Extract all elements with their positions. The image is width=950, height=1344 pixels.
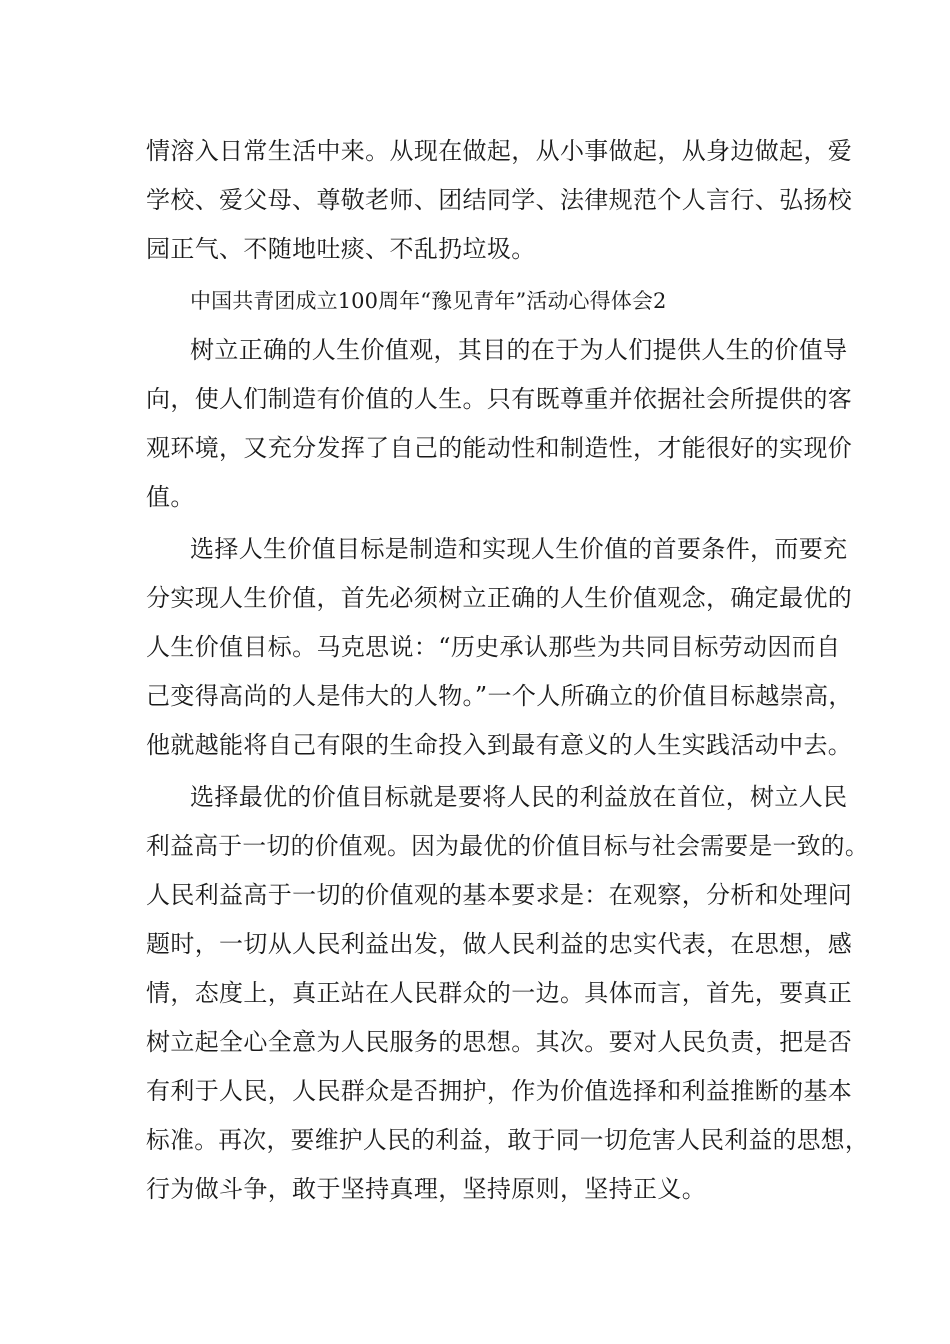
paragraph-4-line-3: 人民利益高于一切的价值观的基本要求是：在观察，分析和处理问 <box>146 881 853 909</box>
paragraph-1-line-3: 园正气、不随地吐痰、不乱扔垃圾。 <box>146 235 536 263</box>
paragraph-4-line-4: 题时，一切从人民利益出发，做人民利益的忠实代表，在思想，感 <box>146 930 853 958</box>
paragraph-4-line-5: 情，态度上，真正站在人民群众的一边。具体而言，首先，要真正 <box>146 979 853 1007</box>
section-heading: 中国共青团成立100周年“豫见青年”活动心得体会2 <box>190 289 667 313</box>
paragraph-4-line-7: 有利于人民，人民群众是否拥护，作为价值选择和利益推断的基本 <box>146 1077 853 1105</box>
paragraph-1-line-2: 学校、爱父母、尊敬老师、团结同学、法律规范个人言行、弘扬校 <box>146 186 853 214</box>
paragraph-2-line-3: 观环境，又充分发挥了自己的能动性和制造性，才能很好的实现价 <box>146 434 853 462</box>
paragraph-3-line-5: 他就越能将自己有限的生命投入到最有意义的人生实践活动中去。 <box>146 731 853 759</box>
paragraph-4-line-2: 利益高于一切的价值观。因为最优的价值目标与社会需要是一致的。 <box>146 832 870 860</box>
paragraph-4-line-6: 树立起全心全意为人民服务的思想。其次。要对人民负责，把是否 <box>146 1028 853 1056</box>
paragraph-3-line-1: 选择人生价值目标是制造和实现人生价值的首要条件，而要充 <box>190 535 848 563</box>
paragraph-1-line-1: 情溶入日常生活中来。从现在做起，从小事做起，从身边做起，爱 <box>146 137 853 165</box>
paragraph-4-line-8: 标准。再次，要维护人民的利益，敢于同一切危害人民利益的思想， <box>146 1126 870 1154</box>
paragraph-3-line-3: 人生价值目标。马克思说：“历史承认那些为共同目标劳动因而自 <box>146 633 841 661</box>
paragraph-2-line-2: 向，使人们制造有价值的人生。只有既尊重并依据社会所提供的客 <box>146 385 853 413</box>
paragraph-2-line-4: 值。 <box>146 483 195 511</box>
paragraph-4-line-9: 行为做斗争，敢于坚持真理，坚持原则，坚持正义。 <box>146 1175 707 1203</box>
paragraph-2-line-1: 树立正确的人生价值观，其目的在于为人们提供人生的价值导 <box>190 336 848 364</box>
paragraph-3-line-2: 分实现人生价值，首先必须树立正确的人生价值观念，确定最优的 <box>146 584 853 612</box>
paragraph-3-line-4: 己变得高尚的人是伟大的人物。”一个人所确立的价值目标越崇高， <box>146 682 853 710</box>
paragraph-4-line-1: 选择最优的价值目标就是要将人民的利益放在首位，树立人民 <box>190 783 848 811</box>
